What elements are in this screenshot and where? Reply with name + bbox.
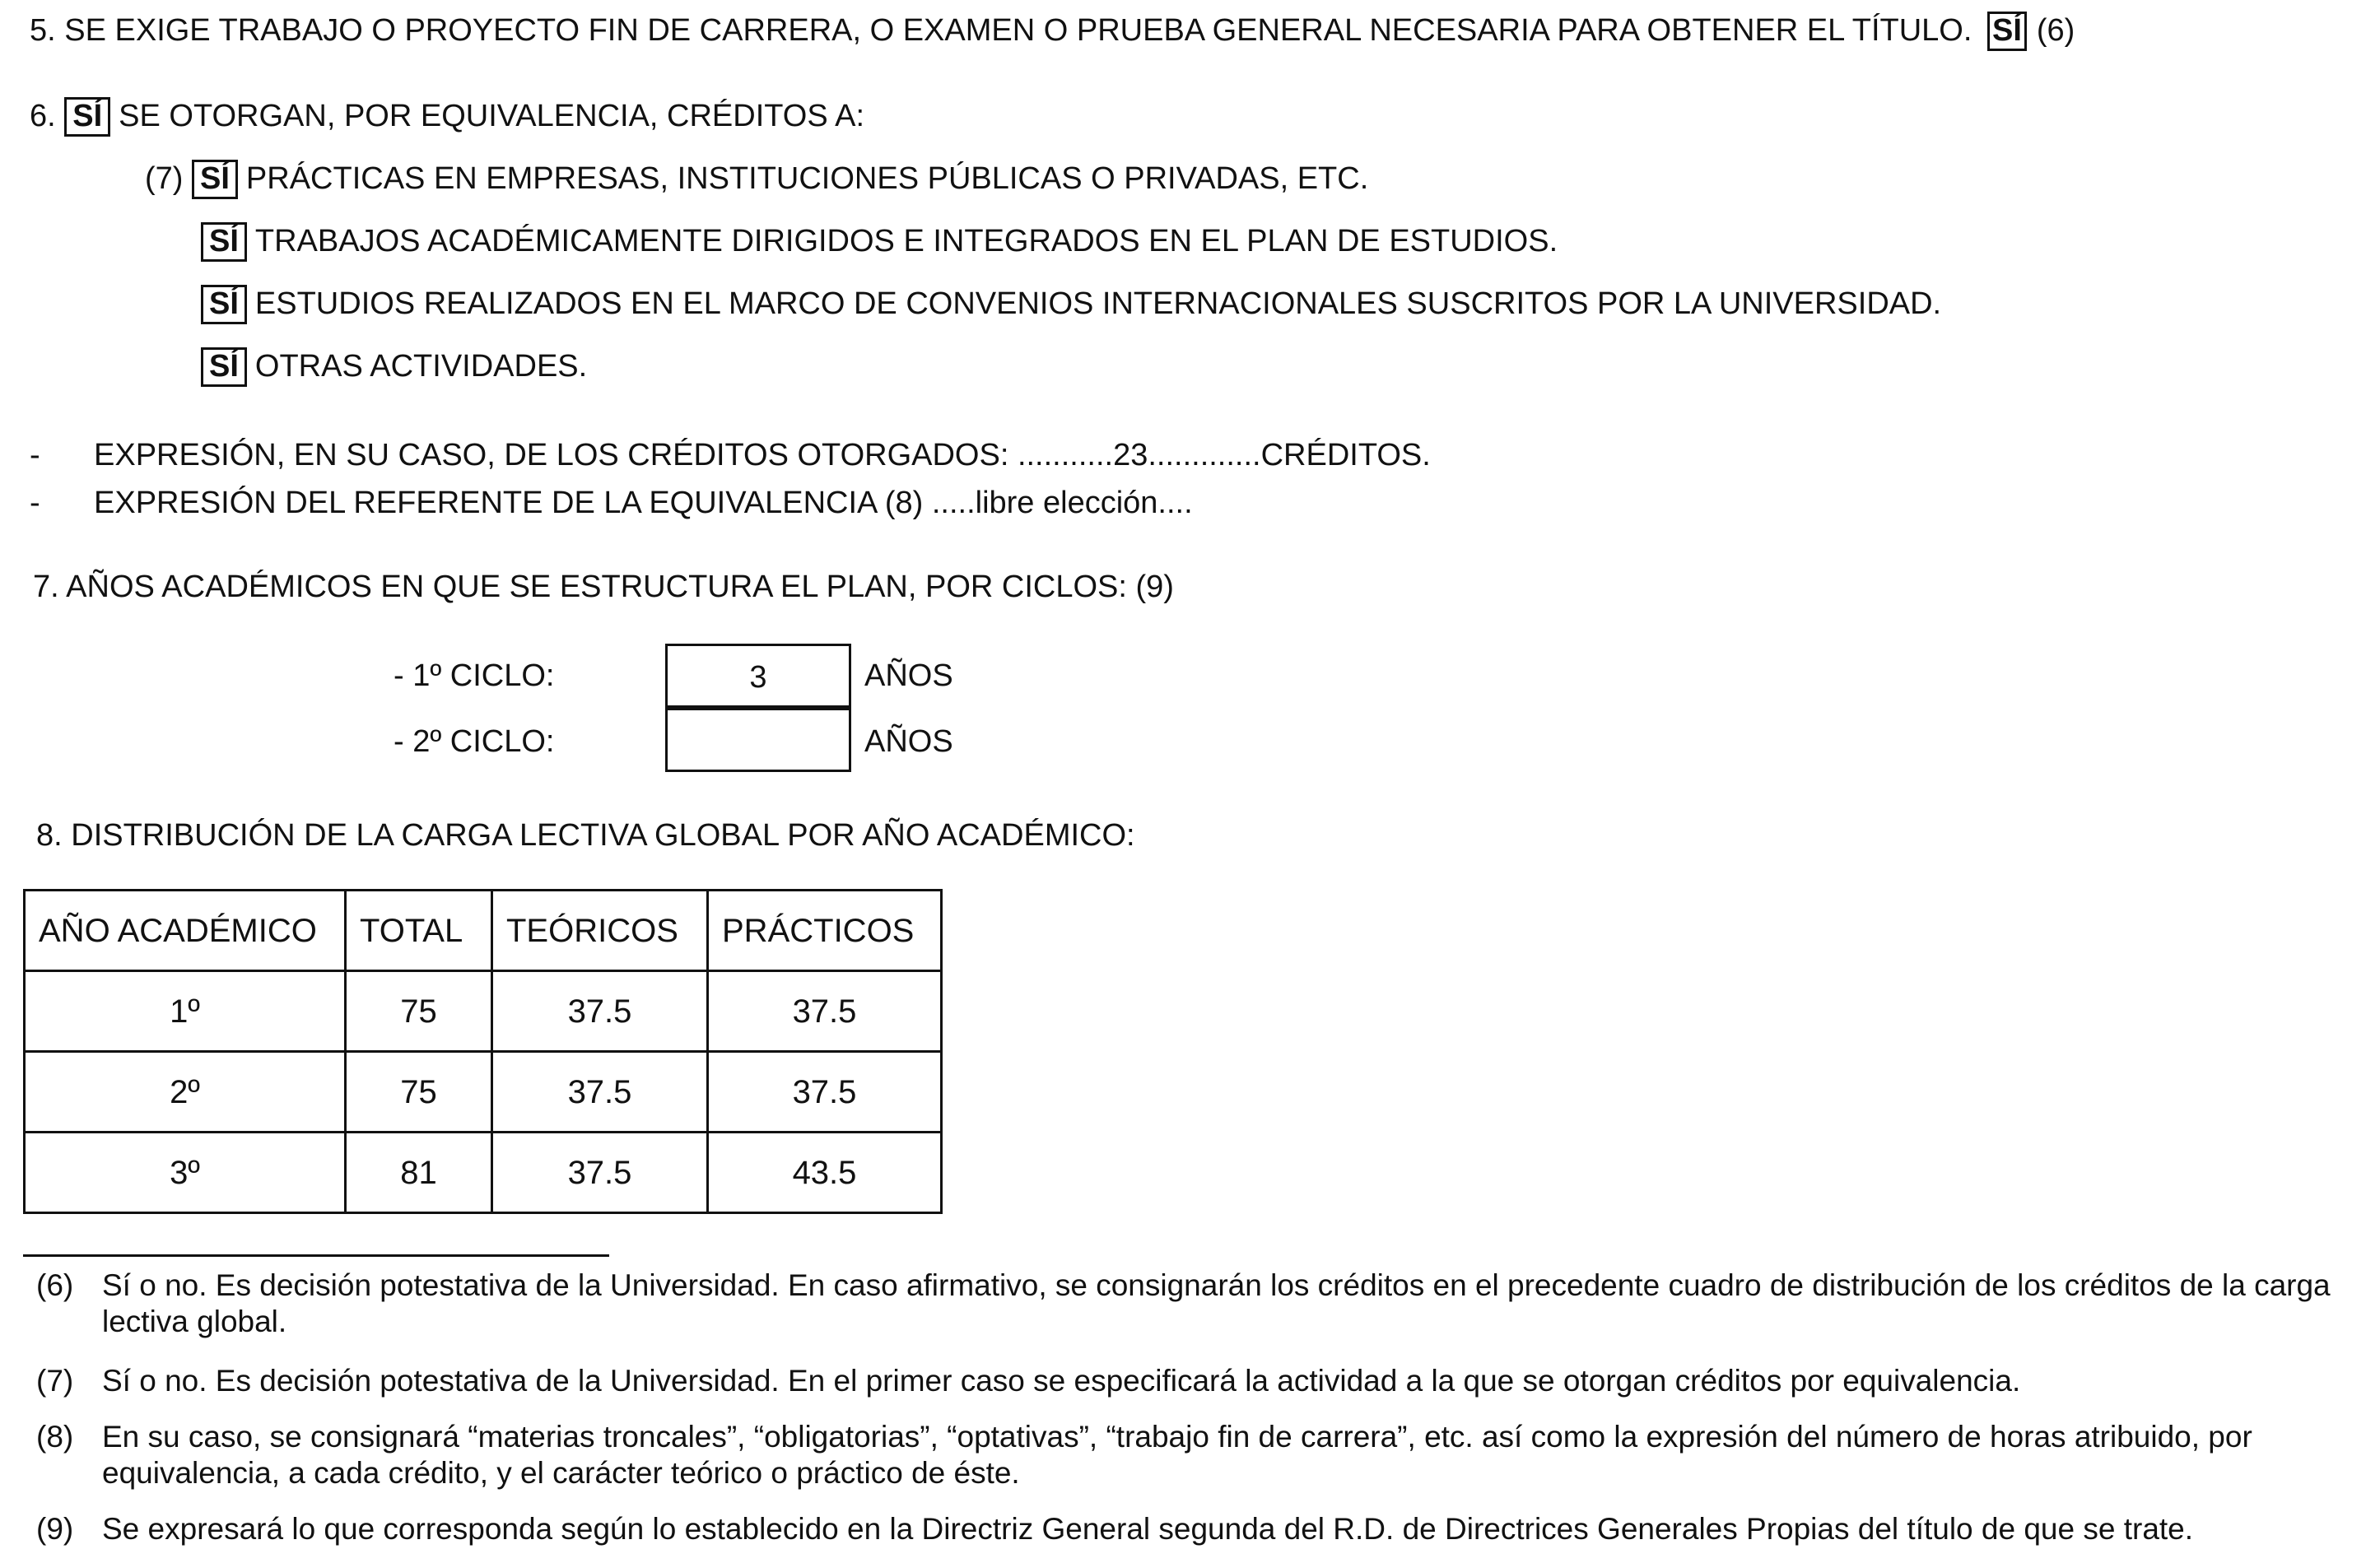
section-8-heading: 8. DISTRIBUCIÓN DE LA CARGA LECTIVA GLOBAL POR AÑO ACADÉMICO: (36, 818, 1135, 853)
table-cell-theory: 37.5 (492, 971, 708, 1052)
cycle-2-value[interactable] (665, 708, 851, 772)
footnote-number: (8) (36, 1420, 74, 1454)
table-cell-theory: 37.5 (492, 1133, 708, 1213)
section-5 (30, 12, 2075, 51)
table-cell-practice: 37.5 (708, 971, 942, 1052)
section-7-heading: 7. AÑOS ACADÉMICOS EN QUE SE ESTRUCTURA EL PLAN, POR CICLOS: (9) (33, 570, 1174, 604)
section-5-answer-box[interactable]: SÍ (1987, 12, 2027, 51)
section-5-text: 5. SE EXIGE TRABAJO O PROYECTO FIN DE CARRERA, O EXAMEN O PRUEBA GENERAL NECESARIA PARA OBTENER EL TÍTULO. (30, 13, 1972, 48)
section-6-item-text: OTRAS ACTIVIDADES. (254, 349, 588, 384)
table-row (25, 1133, 942, 1213)
table-cell-total: 75 (346, 1052, 492, 1133)
expression-bullet: - (30, 486, 40, 520)
section-6-item-text: TRABAJOS ACADÉMICAMENTE DIRIGIDOS E INTEGRADOS EN EL PLAN DE ESTUDIOS. (254, 224, 1558, 258)
table-cell-year: 3º (25, 1133, 346, 1213)
footnote (36, 1268, 2374, 1340)
section-6-item-text: ESTUDIOS REALIZADOS EN EL MARCO DE CONVENIOS INTERNACIONALES SUSCRITOS POR LA UNIVERSIDAD. (254, 286, 1942, 321)
expression-credits: EXPRESIÓN, EN SU CASO, DE LOS CRÉDITOS OTORGADOS: ...........23.............CRÉDITOS. (94, 438, 1431, 472)
footnote-number: (9) (36, 1512, 74, 1546)
table-cell-year: 1º (25, 971, 346, 1052)
table-cell-year: 2º (25, 1052, 346, 1133)
section-6-item (201, 222, 1558, 262)
table-cell-theory: 37.5 (492, 1052, 708, 1133)
section-5-note: (6) (2036, 13, 2075, 48)
footnote-number: (7) (36, 1364, 74, 1398)
footnote-text: Sí o no. Es decisión potestativa de la Universidad. En caso afirmativo, se consignarán los créditos en el precedente cuadro de distribución de los créditos de la carga lectiva global. (102, 1268, 2331, 1338)
table-header-cell: AÑO ACADÉMICO (25, 891, 346, 971)
footnote (36, 1363, 2374, 1399)
table-header-cell: TOTAL (346, 891, 492, 971)
table-header-row (25, 891, 942, 971)
table-row (25, 1052, 942, 1133)
footnote (36, 1511, 2374, 1547)
cycle-2-unit: AÑOS (864, 724, 953, 759)
section-6-number: 6. (30, 99, 56, 133)
section-6-item (201, 285, 1941, 324)
cycle-1-label: - 1º CICLO: (394, 658, 555, 693)
footnote-divider (23, 1254, 609, 1257)
section-6-item-text: PRÁCTICAS EN EMPRESAS, INSTITUCIONES PÚBLICAS O PRIVADAS, ETC. (245, 161, 1369, 196)
footnote-text: Sí o no. Es decisión potestativa de la Universidad. En el primer caso se especificará la actividad a la que se otorgan créditos por equivalencia. (102, 1364, 2021, 1398)
cycle-2-label: - 2º CICLO: (394, 724, 555, 759)
section-6-text: SE OTORGAN, POR EQUIVALENCIA, CRÉDITOS A: (119, 99, 865, 133)
cycle-1-unit: AÑOS (864, 658, 953, 693)
table-cell-practice: 43.5 (708, 1133, 942, 1213)
footnote (36, 1419, 2374, 1491)
table-cell-practice: 37.5 (708, 1052, 942, 1133)
section-6-item-answer-box[interactable]: SÍ (201, 222, 247, 262)
cycle-1-value[interactable]: 3 (665, 644, 851, 708)
table-cell-total: 75 (346, 971, 492, 1052)
table-cell-total: 81 (346, 1133, 492, 1213)
footnote-text: Se expresará lo que corresponda según lo establecido en la Directriz General segunda del R.D. de Directrices Generales Propias del título de que se trate. (102, 1512, 2194, 1546)
section-6-item-prefix: (7) (145, 161, 184, 196)
credit-distribution-table (23, 889, 943, 1214)
table-row (25, 971, 942, 1052)
section-6-item-answer-box[interactable]: SÍ (201, 285, 247, 324)
section-6-item-answer-box[interactable]: SÍ (192, 160, 238, 199)
section-6-heading (30, 97, 864, 137)
table-header-cell: TEÓRICOS (492, 891, 708, 971)
section-6-item-answer-box[interactable]: SÍ (201, 347, 247, 387)
expression-referent: EXPRESIÓN DEL REFERENTE DE LA EQUIVALENCIA (8) .....libre elección.... (94, 486, 1193, 520)
expression-line (30, 486, 40, 522)
footnote-text: En su caso, se consignará “materias troncales”, “obligatorias”, “optativas”, “trabajo fin de carrera”, etc. así como la expresión del número de horas atribuido, por equivalencia, a cada crédito, y el carácter teórico o práctico de éste. (102, 1420, 2252, 1490)
footnote-number: (6) (36, 1268, 74, 1302)
expression-line (30, 438, 40, 474)
section-6-item (145, 160, 1368, 199)
section-6-answer-box[interactable]: SÍ (64, 97, 110, 137)
expression-bullet: - (30, 438, 40, 472)
table-header-cell: PRÁCTICOS (708, 891, 942, 971)
section-6-item (201, 347, 587, 387)
